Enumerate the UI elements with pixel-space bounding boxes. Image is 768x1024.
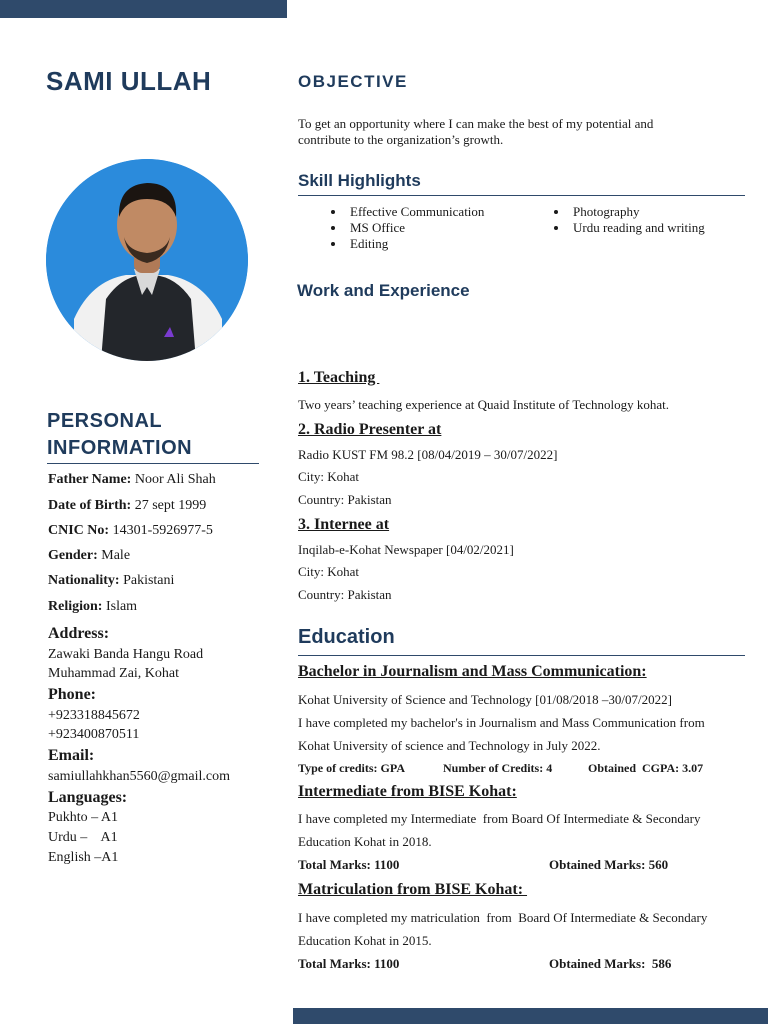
row-value: Islam [102, 599, 138, 614]
address-label: Address: [48, 625, 110, 642]
skill-item: • Effective Communication [346, 204, 546, 220]
personal-row-nationality [48, 573, 174, 589]
bachelor-line-2: I have completed my bachelor's in Journalism and Mass Communication from [298, 715, 705, 730]
phone-number-1: +923318845672 [48, 708, 140, 723]
top-accent-bar [0, 0, 287, 18]
language-english: English –A1 [48, 850, 119, 865]
job-line: Country: Pakistan [298, 492, 392, 507]
bottom-accent-bar [293, 1008, 768, 1024]
personal-row-dob [48, 498, 206, 514]
bachelor-line-1: Kohat University of Science and Technology [01/08/2018 –30/07/2022] [298, 692, 672, 707]
languages-label: Languages: [48, 789, 128, 806]
intermediate-line-2: Education Kohat in 2018. [298, 834, 432, 849]
objective-line-2: contribute to the organization’s growth. [298, 132, 504, 147]
bachelor-title: Bachelor in Journalism and Mass Communication: [298, 663, 647, 680]
address-line-2: Muhammad Zai, Kohat [48, 666, 180, 681]
phone-number-2: +923400870511 [48, 727, 140, 742]
bachelor-credits-number: Number of Credits: 4 [443, 761, 553, 775]
personal-information-heading [47, 408, 259, 462]
matriculation-line-1: I have completed my matriculation from Board Of Intermediate & Secondary [298, 910, 708, 925]
skill-item: • Photography [569, 204, 765, 220]
bachelor-credits-type: Type of credits: GPA [298, 761, 405, 775]
skill-item: • Urdu reading and writing [569, 220, 765, 236]
bachelor-cgpa: Obtained CGPA: 3.07 [588, 761, 704, 775]
phone-label: Phone: [48, 686, 96, 703]
education-divider [298, 655, 745, 656]
job-title-radio: 2. Radio Presenter at [298, 421, 442, 438]
job-title-teaching: 1. Teaching [298, 369, 380, 386]
skills-heading: Skill Highlights [298, 171, 421, 190]
intermediate-total-marks: Total Marks: 1100 [298, 857, 400, 872]
email-address: samiullahkhan5560@gmail.com [48, 769, 231, 784]
personal-row-cnic [48, 523, 213, 539]
job-line: Two years’ teaching experience at Quaid Institute of Technology kohat. [298, 397, 669, 412]
matriculation-line-2: Education Kohat in 2015. [298, 933, 432, 948]
candidate-name: SAMI ULLAH [46, 66, 212, 96]
bachelor-line-3: Kohat University of science and Technology in July 2022. [298, 738, 601, 753]
email-label: Email: [48, 747, 95, 764]
objective-heading: OBJECTIVE [298, 72, 408, 91]
skills-divider [298, 195, 745, 196]
row-label: Father Name: [48, 472, 132, 487]
row-label: Date of Birth: [48, 498, 132, 513]
language-urdu: Urdu – A1 [48, 830, 118, 845]
job-line: Radio KUST FM 98.2 [08/04/2019 – 30/07/2022] [298, 447, 558, 462]
education-heading: Education [298, 626, 395, 648]
personal-heading-line-2: INFORMATION [47, 437, 193, 459]
skills-list-left [326, 204, 546, 252]
job-title-internee: 3. Internee at [298, 516, 390, 533]
personal-row-gender [48, 548, 130, 564]
intermediate-title: Intermediate from BISE Kohat: [298, 783, 517, 800]
row-value: Male [97, 548, 131, 563]
row-value: 14301-5926977-5 [109, 523, 213, 538]
matriculation-obtained-marks: Obtained Marks: 586 [549, 956, 672, 971]
language-pukhto: Pukhto – A1 [48, 810, 119, 825]
skill-item: • MS Office [346, 220, 546, 236]
row-value: Noor Ali Shah [131, 472, 216, 487]
row-label: Gender: [48, 548, 98, 563]
skills-list-right [549, 204, 765, 236]
row-label: CNIC No: [48, 523, 110, 538]
personal-divider [47, 463, 259, 464]
job-line: Inqilab-e-Kohat Newspaper [04/02/2021] [298, 542, 514, 557]
job-line: Country: Pakistan [298, 587, 392, 602]
personal-row-religion [48, 599, 137, 615]
intermediate-obtained-marks: Obtained Marks: 560 [549, 857, 669, 872]
row-label: Religion: [48, 599, 103, 614]
row-value: Pakistani [119, 573, 175, 588]
personal-row-father [48, 472, 216, 488]
objective-line-1: To get an opportunity where I can make the best of my potential and [298, 116, 654, 131]
skill-item: • Editing [346, 236, 546, 252]
intermediate-line-1: I have completed my Intermediate from Board Of Intermediate & Secondary [298, 811, 701, 826]
personal-heading-line-1: PERSONAL [47, 410, 163, 432]
matriculation-title: Matriculation from BISE Kohat: [298, 881, 528, 898]
address-line-1: Zawaki Banda Hangu Road [48, 647, 204, 662]
job-line: City: Kohat [298, 469, 360, 484]
row-value: 27 sept 1999 [131, 498, 207, 513]
matriculation-total-marks: Total Marks: 1100 [298, 956, 400, 971]
row-label: Nationality: [48, 573, 120, 588]
job-line: City: Kohat [298, 564, 360, 579]
profile-photo [46, 159, 248, 361]
work-heading: Work and Experience [297, 281, 470, 300]
